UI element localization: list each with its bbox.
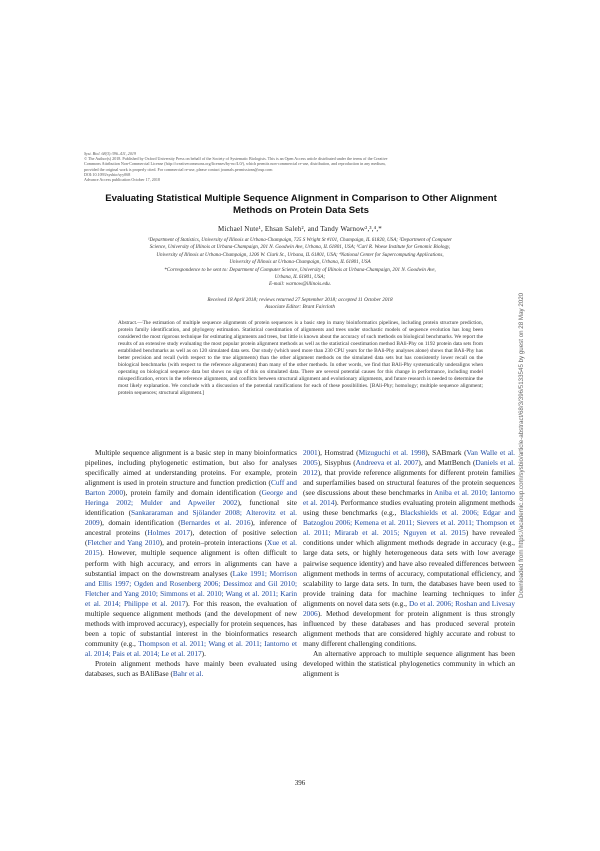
article-history — [92, 297, 508, 311]
affiliation-line: Science, University of Illinois at Urbana-Champaign, 201 N. Goodwin Ave, Urbana, IL 61801, USA; ³Carl R. Woese Institute for Genomic Biology, — [149, 244, 451, 251]
body-paragraph: An alternative approach to multiple sequence alignment has been developed within the statistical phylogenetics community in which an alignment is — [303, 648, 515, 679]
email-line: E-mail: warnow@illinois.edu. — [269, 281, 331, 288]
doi-line: DOI:10.1093/sysbio/syy068 — [84, 171, 131, 177]
correspondence-line: Urbana, IL 61801, USA; — [274, 274, 326, 281]
body-column-right — [303, 448, 515, 679]
publication-date-line: Advance Access publication October 17, 2018 — [84, 177, 160, 183]
body-column-left — [85, 448, 297, 679]
affiliation-line: University of Illinois at Urbana-Champaign, 1206 W. Clark St., Urbana, IL 61801, USA; ⁴National Center for Supercomputing Applications, — [156, 251, 444, 258]
affiliation-line: University of Illinois at Urbana-Champaign, Urbana, IL 61801, USA — [229, 259, 371, 266]
received-dates: Received 18 April 2018; reviews returned 27 September 2018; accepted 11 October 2018 — [207, 297, 393, 303]
body-paragraph: Multiple sequence alignment is a basic step in many bioinformatics pipelines, including phylogenetic estimation, but also for analyses specifically aimed at understanding proteins. For example, protein alignment is used in protein structure and function prediction (Cuff and Barton 2000), protein family and domain identification (George and Heringa 2002; Mulder and Apweiler 2002), functional site identification (Sankararaman and Sjölander 2008; Alterovitz et al. 2009), domain identification (Bernardes et al. 2016), inference of ancestral proteins (Holmes 2017), detection of positive selection (Fletcher and Yang 2010), and protein–protein interactions (Xue et al. 2015). However, multiple sequence alignment is often difficult to perform with high accuracy, and errors in alignments can have a substantial impact on the downstream analyses (Lake 1991; Morrison and Ellis 1997; Ogden and Rosenberg 2006; Dessimoz and Gil 2010; Fletcher and Yang 2010; Simmons et al. 2010; Wang et al. 2011; Karin et al. 2014; Philippe et al. 2017). For this reason, the evaluation of multiple sequence alignment methods (and the development of new methods with improved accuracy), especially for protein sequences, has been a topic of substantial interest in the bioinformatics research community (e.g., Thompson et al. 2011; Wang et al. 2011; Iantorno et al. 2014; Pais et al. 2014; Le et al. 2017). — [85, 448, 298, 658]
permissions-line: provided the original work is properly cited. For commercial re-use, please contact journals.permissions@oup.com — [84, 166, 273, 172]
correspondence-line: *Correspondence to be sent to: Department of Computer Science, University of Illinois at Urbana-Champaign, 201 N. Goodwin Ave, — [164, 266, 436, 273]
body-paragraph: Protein alignment methods have mainly been evaluated using databases, such as BAliBase (Bahr et al. — [85, 658, 297, 679]
author-list: Michael Nute¹, Ehsan Saleh², and Tandy Warnow²,³,⁴,* — [218, 225, 382, 233]
license-line: Commons Attribution Non-Commercial License (http://creativecommons.org/licenses/by-nc/4.0/), which permits non-commercial re-use, distribution, and reproduction in any medium, — [84, 161, 386, 167]
abstract: Abstract.—The estimation of multiple sequence alignments of protein sequences is a basic step in many bioinformatics pipelines, including protein structure prediction, protein family identification, and phylogeny estimation. Statistical coestimation of alignments and trees under stochastic models of sequence evolution has long been considered the most rigorous technique for estimating alignments and trees, but little is known about the accuracy of such methods on biological benchmarks. We report the results of an extensive study evaluating the most popular protein alignment methods as well as the statistical coestimation method BAli-Phy on 1192 protein data sets from established benchmarks as well as on 120 simulated data sets. Our study (which used more than 230 CPU years for the BAli-Phy analyses alone) shows that BAli-Phy has better precision and recall (with respect to the true alignments) than the other alignment methods on the simulated data sets but has consistently lower recall on the biological benchmarks (with respect to the reference alignments) than many of the other methods. In other words, we find that BAli-Phy systematically underaligns when operating on biological sequence data but shows no sign of this on simulated data. There are several potential causes for this change in performance, including model misspecification, errors in the reference alignments, and conflicts between structural alignment and evolutionary alignments, and future research is needed to determine the most likely explanation. We conclude with a discussion of the potential ramifications for each of these possibilities. [BAli-Phy; homology; multiple sequence alignment; protein sequences; structural alignment.] — [118, 320, 483, 397]
download-watermark — [517, 178, 527, 598]
citation-line: Syst. Biol. 68(3):396–411, 2019 — [84, 151, 136, 156]
article-title: Evaluating Statistical Multiple Sequence Alignment in Comparison to Other Alignment Methods on Protein Data Sets — [105, 193, 497, 216]
associate-editor: Associate Editor: Brant Faircloth — [265, 304, 335, 310]
download-note: Downloaded from https://academic.oup.com/sysbio/article-abstract/68/3/396/5133545 by guest on 28 May 2020 — [518, 292, 525, 598]
copyright-line: © The Author(s) 2018. Published by Oxford University Press on behalf of the Society of Systematic Biologists. This is an Open Access article distributed under the terms of the Creative — [84, 156, 388, 162]
page-number: 396 — [294, 779, 306, 787]
affiliation-line: ¹Department of Statistics, University of Illinois at Urbana-Champaign, 725 S Wright St #101, Champaign, IL 61820, USA; ²Department of Computer — [147, 237, 453, 243]
body-paragraph: 2001), Homstrad (Mizuguchi et al. 1998), SABmark (Van Walle et al. 2005), Sisyphus (Andreeva et al. 2007), and MattBench (Daniels et al. 2012), that provide reference alignments for different protein families and superfamilies based on structural features of the protein sequences (see discussions about these benchmarks in Aniba et al. 2010; Iantorno et al. 2014). Performance studies evaluating protein alignment methods using these benchmarks (e.g., Blackshields et al. 2006; Edgar and Batzoglou 2006; Kemena et al. 2011; Sievers et al. 2011; Thompson et al. 2011; Mirarab et al. 2015; Nguyen et al. 2015) have revealed conditions under which alignment methods degrade in accuracy (e.g., large data sets, or highly heterogeneous data sets with low average pairwise sequence identity) and have also revealed differences between alignment methods in terms of accuracy, computational efficiency, and scalability to large data sets. In turn, the databases have been used to provide training data for machine learning techniques to infer alignments on novel data sets (e.g., Do et al. 2006; Roshan and Livesay 2006). Method development for protein alignment is thus strongly influenced by these databases and has produced several protein alignment methods that are considered highly accurate and robust to many different challenging conditions. — [303, 448, 516, 648]
journal-header — [84, 151, 524, 182]
affiliations — [92, 237, 508, 289]
